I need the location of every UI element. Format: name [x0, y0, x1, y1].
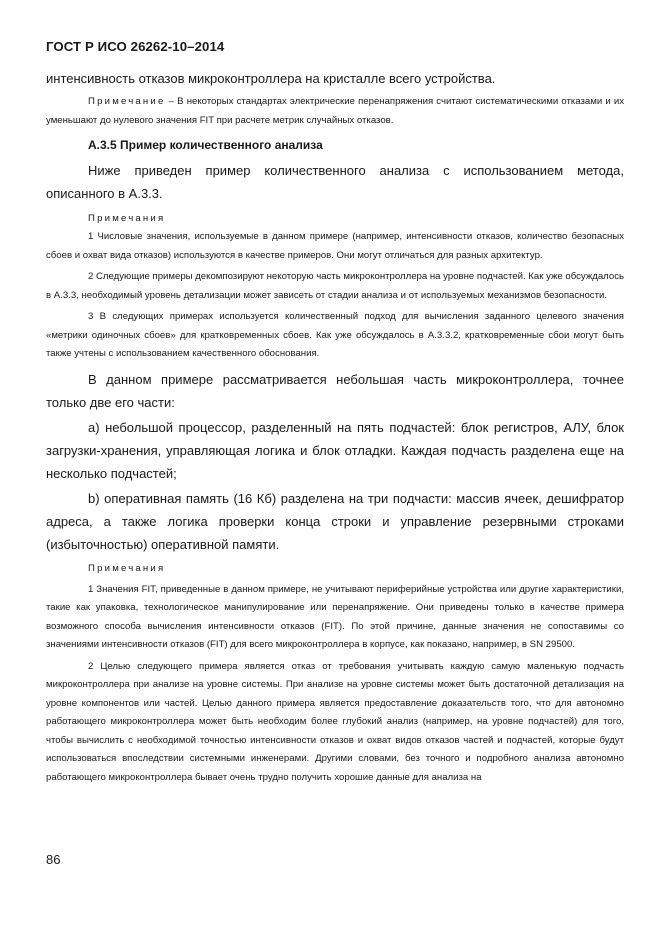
note-text: – В некоторых стандартах электрические перенапряжения считают систематическими отказами и их уменьшают до нулевого значения FIT при расчете метрик случайных отказов.: [46, 96, 624, 126]
note-item-2-2: 2 Целью следующего примера является отказ от требования учитывать каждую самую маленькую подчасть микроконтроллера при анализе на уровне системы. При анализе на уровне системы может быть достаточной детализация на уровне компонентов или частей. Целью данного примера является предоставление доказательств того, что для автономно работающего микроконтроллера может быть необходим более глубокий анализ (например, на уровне подчастей) для того, чтобы вычислить с необходимой точностью интенсивности отказов и охват видов отказов частей и подчастей, которые будут использоваться впоследствии системными инженерами. Другими словами, без точного и подробного анализа автономно работающего микроконтроллера бывает очень трудно получить хорошие данные для анализа на: [46, 660, 624, 783]
note-item-1: 1 Числовые значения, используемые в данном примере (например, интенсивности отказов, количество безопасных сбоев и охват вида отказов) используются в качестве примеров. Они могут отличаться для разных архитектур.: [46, 231, 624, 261]
paragraph-example: В данном примере рассматривается небольшая часть микроконтроллера, точнее только две его части:: [46, 371, 624, 410]
note-label: Примечание: [88, 96, 166, 107]
note-item-2-1: 1 Значения FIT, приведенные в данном примере, не учитывают периферийные устройства или другие характеристики, такие как упаковка, технологическое манипулирование или перенапряжение. Они приведены только в качестве примера возможного способа вычисления интенсивности отказов (FIT). По этой причине, данные значения не сопоставимы со значениями интенсивности отказов (FIT) для всего микроконтроллера в корпусе, как показано, например, в SN 29500.: [46, 583, 624, 650]
page-number: 86: [46, 852, 61, 867]
document-body: [46, 67, 624, 787]
paragraph-continuation: интенсивность отказов микроконтроллера на кристалле всего устройства.: [46, 71, 496, 86]
document-header: ГОСТ Р ИСО 26262-10–2014: [46, 39, 225, 54]
document-page: [46, 0, 624, 935]
list-item-b: b) оперативная память (16 Кб) разделена на три подчасти: массив ячеек, дешифратор адреса, а также логика проверки конца строки и управление резервными строками (избыточностью) оперативной памяти.: [46, 490, 624, 552]
paragraph-intro: Ниже приведен пример количественного анализа с использованием метода, описанного в А.3.3.: [46, 163, 624, 201]
section-title: А.3.5 Пример количественного анализа: [88, 138, 323, 152]
notes-heading: Примечания: [88, 213, 166, 224]
note-item-3: 3 В следующих примерах используется количественный подход для вычисления заданного целевого значения «метрики одиночных сбоев» для кратковременных сбоев. Как уже обсуждалось в А.3.3.2, кратковременные сбои могут быть также учтены с использованием качественного обоснования.: [46, 311, 624, 359]
notes-heading-2: Примечания: [88, 562, 166, 574]
note-item-2: 2 Следующие примеры декомпозируют некоторую часть микроконтроллера на уровне подчастей. Как уже обсуждалось в А.3.3, необходимый уровень детализации может зависеть от стадии анализа и от используемых механизмов безопасности.: [46, 271, 625, 301]
note-single: [46, 93, 624, 130]
list-item-a: а) небольшой процессор, разделенный на пять подчастей: блок регистров, АЛУ, блок загрузки-хранения, управляющая логика и блок отладки. Каждая подчасть разделена еще на несколько подчастей;: [46, 419, 624, 481]
